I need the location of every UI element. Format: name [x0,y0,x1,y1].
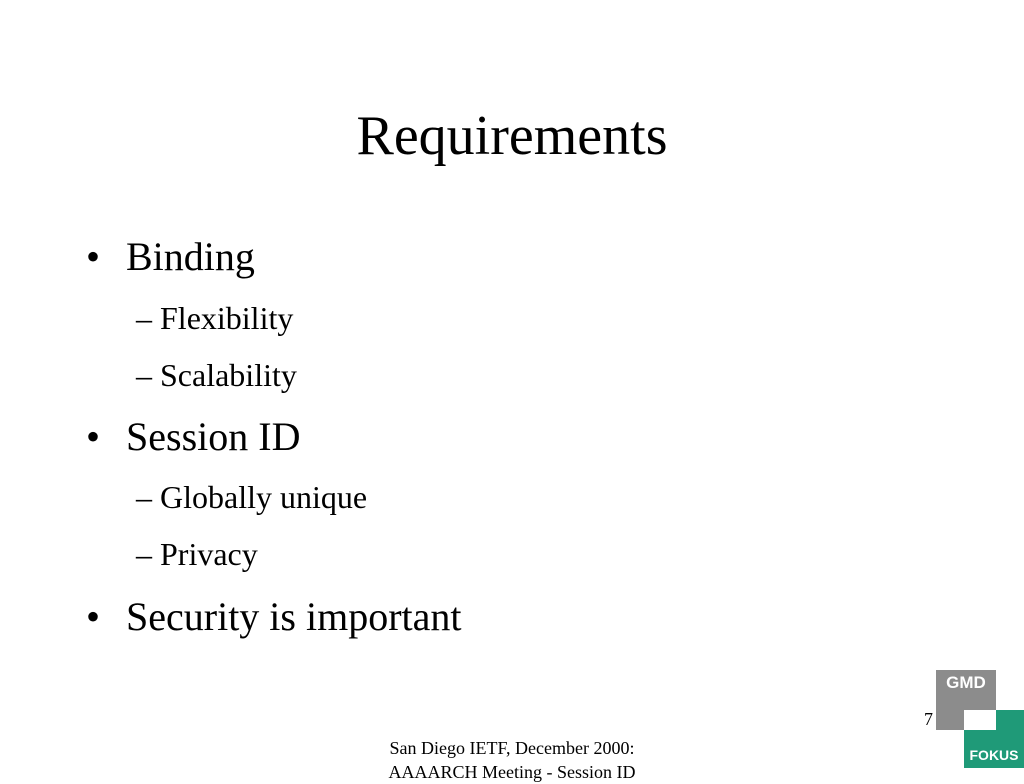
sub-bullet-text: Privacy [160,536,258,572]
bullet-marker: • [86,414,101,459]
slide-title: Requirements [356,105,668,167]
footer-line-1: San Diego IETF, December 2000: [389,738,635,758]
sub-bullet-text: Globally unique [160,479,368,515]
sub-bullet-marker: – [136,536,152,572]
sub-bullet-text: Flexibility [160,300,294,336]
sub-bullet-flexibility [136,299,293,337]
bullet-marker: • [86,594,101,639]
sub-bullet-scalability [136,356,297,394]
sub-bullet-privacy [136,535,258,573]
sub-bullet-text: Scalability [160,357,297,393]
sub-bullet-marker: – [136,300,152,336]
footer-line-2: AAAARCH Meeting - Session ID [388,762,636,782]
sub-bullet-marker: – [136,357,152,393]
bullet-text: Security is important [126,594,462,639]
logo-gmd-text: GMD [946,673,986,692]
bullet-text: Binding [126,234,255,279]
gmd-fokus-logo [936,670,1024,768]
bullet-text: Session ID [126,414,301,459]
bullet-marker: • [86,234,101,279]
logo-fokus-text: FOKUS [969,747,1019,763]
sub-bullet-marker: – [136,479,152,515]
footer [324,736,700,784]
page-number: 7 [924,709,933,729]
logo-overlap-block [964,710,996,730]
sub-bullet-globally-unique [136,478,367,516]
